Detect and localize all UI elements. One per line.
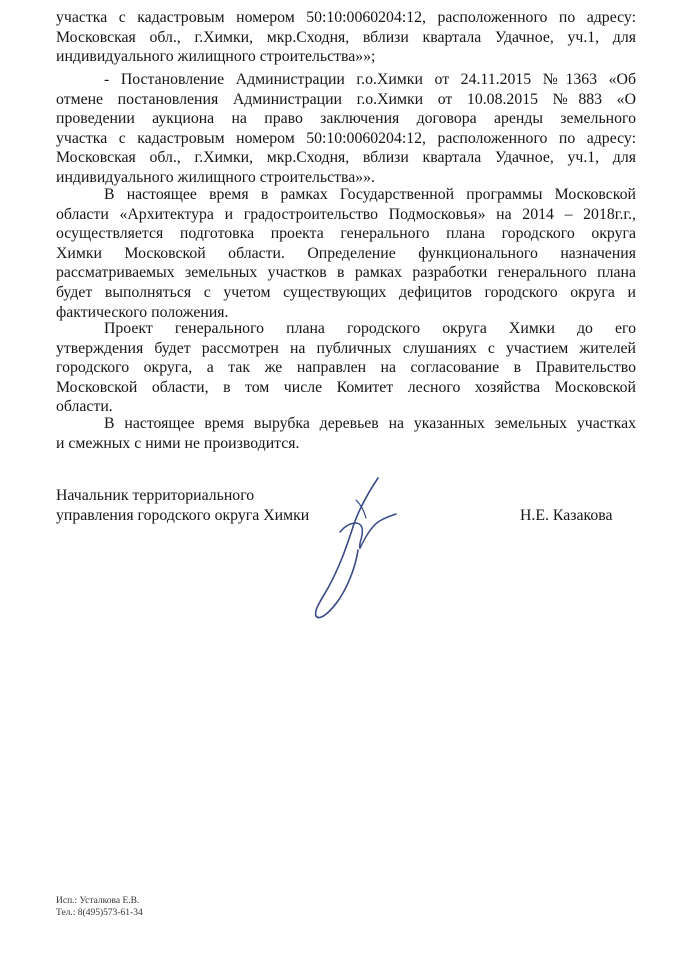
- paragraph-line: индивидуального жилищного строительства»»;: [56, 48, 376, 66]
- paragraph-line: Московская обл., г.Химки, мкр.Сходня, вблизи квартала Удачное, уч.1, для: [56, 149, 636, 167]
- paragraph-line: В настоящее время в рамках Государственной программы Московской: [104, 186, 636, 203]
- paragraph-line: утверждения будет рассмотрен на публичных слушаниях с участием жителей: [56, 339, 636, 357]
- signatory-name: Н.Е. Казакова: [520, 507, 613, 524]
- paragraph-line: Химки Московской области. Определение функционального назначения: [56, 244, 636, 262]
- paragraph-3: [56, 185, 636, 322]
- executor-name: Исп.: Усталкова Е.В.: [56, 896, 140, 906]
- paragraph-line: области «Архитектура и градостроительство Подмосковья» на 2014 – 2018г.г.,: [56, 205, 636, 223]
- paragraph-line: будет выполняться с учетом существующих дефицитов городского округа и: [56, 283, 636, 301]
- signatory-position-line: Начальник территориального: [56, 487, 255, 504]
- paragraph-line: участка с кадастровым номером 50:10:0060204:12, расположенного по адресу:: [56, 129, 636, 147]
- executor-phone: Тел.: 8(495)573-61-34: [56, 908, 143, 918]
- paragraph-1: [56, 8, 636, 67]
- paragraph-line: участка с кадастровым номером 50:10:0060204:12, расположенного по адресу:: [56, 9, 636, 26]
- paragraph-line: индивидуального жилищного строительства»».: [56, 168, 375, 186]
- paragraph-line: Московская обл., г.Химки, мкр.Сходня, вблизи квартала Удачное, уч.1, для: [56, 28, 636, 46]
- paragraph-line: фактического положения.: [56, 303, 229, 321]
- paragraph-line: рассматриваемых земельных участков в рамках разработки генерального плана: [56, 264, 636, 282]
- paragraph-line: Московской области, в том числе Комитет лесного хозяйства Московской: [56, 378, 636, 396]
- signatory-position-line: управления городского округа Химки: [56, 506, 310, 524]
- signatory-position: [56, 486, 309, 525]
- paragraph-line: - Постановление Администрации г.о.Химки от 24.11.2015 №1363 «Об: [104, 71, 636, 88]
- handwritten-signature: [300, 470, 420, 630]
- executor-footer: [56, 895, 143, 919]
- paragraph-2: [56, 70, 636, 188]
- paragraph-line: области.: [56, 398, 113, 416]
- paragraph-4: [56, 319, 636, 417]
- paragraph-line: отмене постановления Администрации г.о.Химки от 10.08.2015 №883 «О: [56, 90, 636, 108]
- paragraph-5: [56, 414, 636, 453]
- paragraph-line: городского округа, а так же направлен на согласование в Правительство: [56, 359, 636, 377]
- paragraph-line: и смежных с ними не производится.: [56, 434, 300, 452]
- paragraph-line: осуществляется подготовка проекта генерального плана городского округа: [56, 225, 636, 243]
- paragraph-line: В настоящее время вырубка деревьев на указанных земельных участках: [104, 415, 636, 432]
- paragraph-line: Проект генерального плана городского округа Химки до его: [104, 320, 636, 337]
- paragraph-line: проведении аукциона на право заключения договора аренды земельного: [56, 110, 636, 128]
